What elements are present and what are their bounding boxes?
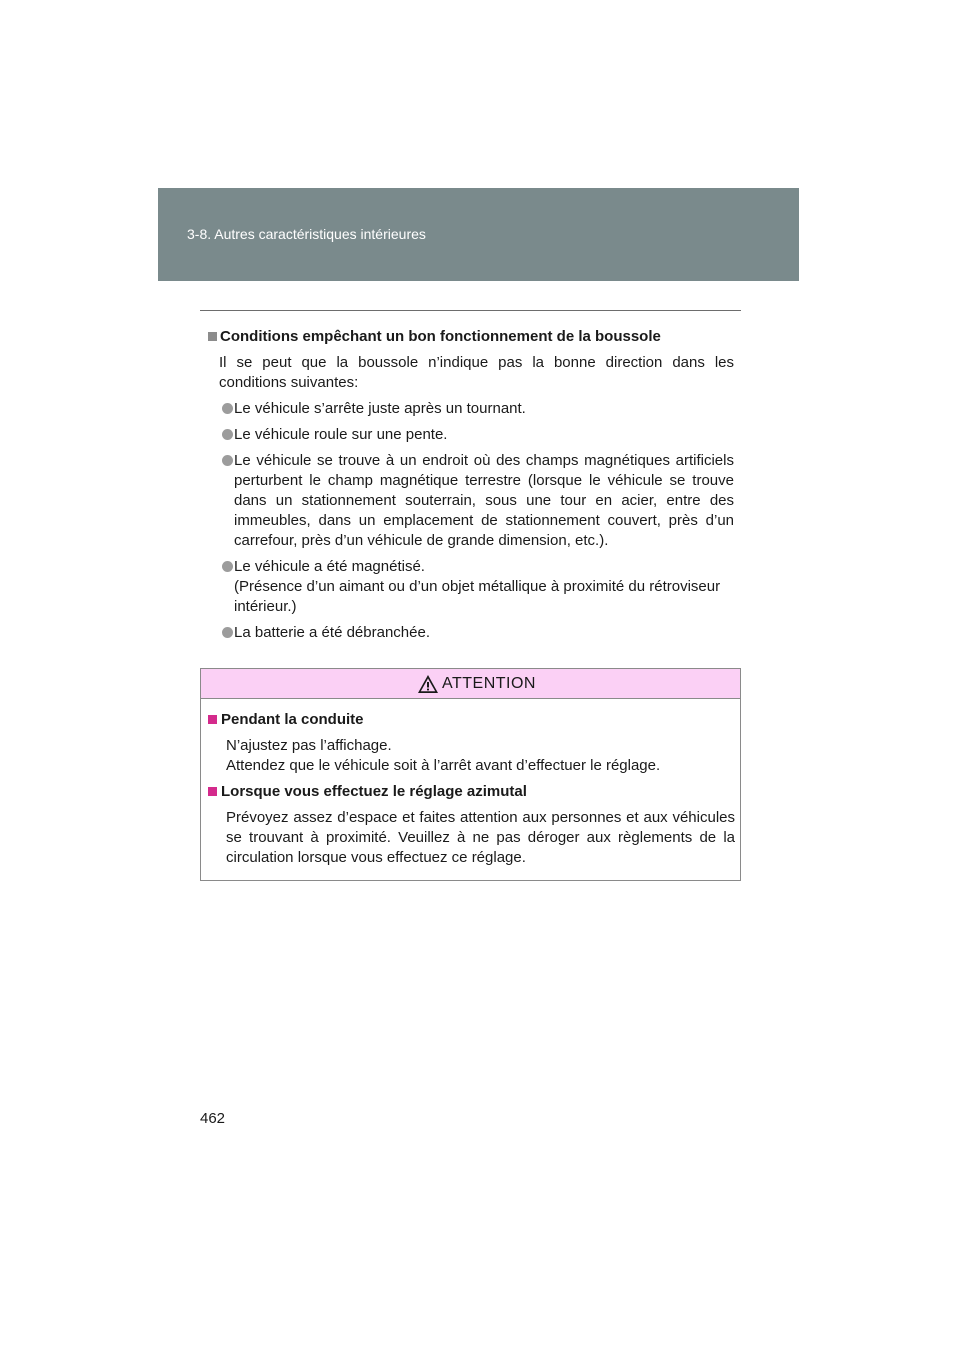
round-bullet-icon	[222, 561, 233, 572]
round-bullet-icon	[222, 429, 233, 440]
square-bullet-icon	[208, 787, 217, 796]
compass-conditions-section	[208, 327, 734, 643]
attention-header	[201, 669, 740, 699]
round-bullet-icon	[222, 455, 233, 466]
attention-item-heading: Pendant la conduite	[208, 710, 735, 730]
round-bullet-icon	[222, 403, 233, 414]
round-bullet-icon	[222, 627, 233, 638]
intro-paragraph: Il se peut que la boussole n’indique pas la bonne direction dans les conditions suivantes:	[219, 354, 734, 391]
section-heading: Conditions empêchant un bon fonctionnement de la boussole	[208, 327, 734, 347]
attention-item-heading: Lorsque vous effectuez le réglage azimutal	[208, 782, 735, 802]
attention-title: ATTENTION	[442, 675, 536, 692]
warning-triangle-icon	[417, 674, 439, 694]
square-bullet-icon	[208, 715, 217, 724]
attention-box	[200, 668, 741, 881]
list-item: Le véhicule roule sur une pente.	[208, 425, 734, 445]
list-item: Le véhicule a été magnétisé. (Présence d’un aimant ou d’un objet métallique à proximité du rétroviseur intérieur.)	[208, 557, 734, 617]
section-header-band	[158, 188, 799, 281]
attention-item-text: N’ajustez pas l’affichage. Attendez que le véhicule soit à l’arrêt avant d’effectuer le réglage.	[226, 737, 661, 774]
bullet-note: (Présence d’un aimant ou d’un objet métallique à proximité du rétroviseur intérieur.)	[234, 578, 721, 615]
list-item: Le véhicule se trouve à un endroit où des champs magnétiques artificiels perturbent le champ magnétique terrestre (lorsque le véhicule se trouve dans un stationnement souterrain, sous une tour en acier, entre des immeubles, dans un emplacement de stationnement couvert, près d’un carrefour, près d’un véhicule de grande dimension, etc.).	[208, 451, 734, 551]
square-bullet-icon	[208, 332, 217, 341]
section-title: 3-8. Autres caractéristiques intérieures	[187, 226, 426, 242]
list-item: La batterie a été débranchée.	[208, 623, 734, 643]
divider-line	[200, 310, 741, 311]
list-item: Le véhicule s’arrête juste après un tournant.	[208, 399, 734, 419]
page-number: 462	[200, 1110, 226, 1127]
attention-body	[208, 710, 735, 868]
attention-item-text: Prévoyez assez d’espace et faites attention aux personnes et aux véhicules se trouvant à proximité. Veuillez à ne pas déroger aux règlements de la circulation lorsque vous effectuez ce réglage.	[226, 809, 735, 866]
